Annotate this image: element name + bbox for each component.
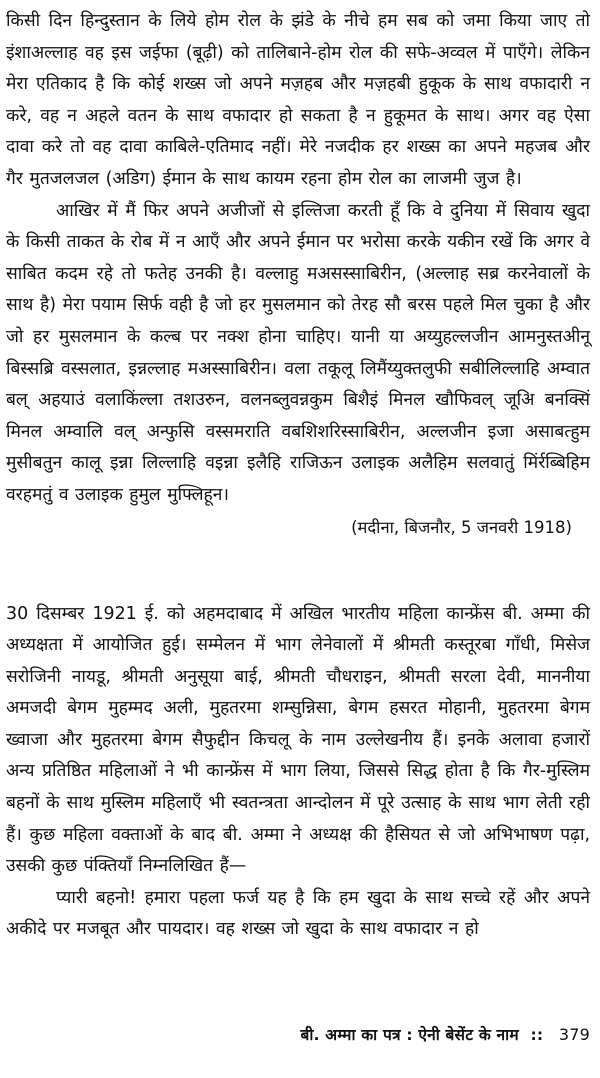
running-footer: [301, 1023, 590, 1045]
section-gap: [6, 543, 590, 599]
letter-signature: (मदीना, बिजनौर, 5 जनवरी 1918): [351, 517, 572, 537]
footer-title: बी. अम्मा का पत्र : ऐनी बेसेंट के नाम: [300, 1026, 519, 1044]
conference-paragraph: 30 दिसम्बर 1921 ई. को अहमदाबाद में अखिल भारतीय महिला कान्फ्रेंस बी. अम्मा की अध्यक्षता में आयोजित हुई। सम्मेलन में भाग लेनेवालों में श्रीमती कस्तूरबा गाँधी, मिसेज सरोजिनी नायडू, श्रीमती अनुसूया बाई, श्रीमती चौधराइन, श्रीमती सरला देवी, माननीया अमजदी बेगम मुहम्मद अली, मुहतरमा शम्सुन्निसा, बेगम हसरत मोहानी, मुहतरमा बेगम ख्वाजा और मुहतरमा बेगम सैफुद्दीन किचलू के नाम उल्लेखनीय हैं। इनके अलावा हजारों अन्य प्रतिष्ठित महिलाओं ने भी कान्फ्रेंस में भाग लिया, जिससे सिद्ध होता है कि गैर-मुस्लिम बहनों के साथ मुस्लिम महिलाएँ भी स्वतन्त्रता आन्दोलन में पूरे उत्साह के साथ भाग लेती रही हैं। कुछ महिला वक्ताओं के बाद बी. अम्मा ने अध्यक्ष की हैसियत से जो अभिभाषण पढ़ा, उसकी कुछ पंक्तियाँ निम्नलिखित हैं—: [6, 603, 590, 877]
letter-paragraph-1: किसी दिन हिन्दुस्तान के लिये होम रोल के झंडे के नीचे हम सब को जमा किया जाए तो इंशाअल्लाह वह इस जईफा (बूढ़ी) को तालिबाने-होम रोल की सफे-अव्वल में पाएँगे। लेकिन मेरा एतिकाद है कि कोई शख्स जो अपने मज़हब और मज़हबी हुकूक के साथ वफादारी न करे, वह न अहले वतन के साथ वफादार हो सकता है न हुकूमत के साथ। अगर वह ऐसा दावा करे तो वह दावा काबिले-एतिमाद नहीं। मेरे नजदीक हर शख्स का अपने महजब और गैर मुतजलजल (अडिग) ईमान के साथ कायम रहना होम रोल का लाजमी जुज है।: [6, 11, 590, 189]
speech-paragraph: प्यारी बहनो! हमारा पहला फर्ज यह है कि हम खुदा के साथ सच्चे रहें और अपने अकीदे पर मजबूत और पायदार। वह शख्स जो खुदा के साथ वफादार न हो: [6, 887, 590, 940]
letter-paragraph-2: आखिर में मैं फिर अपने अजीजों से इल्तिजा करती हूँ कि वे दुनिया में सिवाय खुदा के किसी ताकत के रोब में न आएँ और अपने ईमान पर भरोसा करके यकीन रखें कि अगर वे साबित कदम रहे तो फतेह उनकी है। वल्लाहु मअसस्साबिरीन, (अल्लाह सब्र करनेवालों के साथ है) मेरा पयाम सिर्फ वही है जो हर मुसलमान को तेरह सौ बरस पहले मिल चुका है और जो हर मुसलमान के कल्ब पर नक्श होना चाहिए। यानी या अय्युहल्लजीन आमनुस्तअीनू बिस्सब्रि वस्सलात, इन्नल्लाह मअस्साबिरीन। वला तकूलू लिमैंय्युक्तलुफी सबीलिल्लाहि अम्वात बल् अहयाउं वलाकिंल्ला तशउरुन, वलनब्लुवन्नकुम बिशैइं मिनल खौफिवल् जूअि बनक्सिं मिनल अम्वालि वल् अन्फुसि वस्समराति वबशिशरिस्साबिरीन, अल्लजीन इजा असाबत्हुम मुसीबतुन कालू इन्ना लिल्लाहि वइन्ना इलैहि राजिऊन उलाइक अलैहिम सलवातुं मिंर्रब्बिहिम वरहमतुं व उलाइक हुमुल मुफ्लिहून।: [6, 200, 590, 505]
footer-separator: ::: [530, 1026, 544, 1044]
page-number: 379: [558, 1025, 590, 1044]
